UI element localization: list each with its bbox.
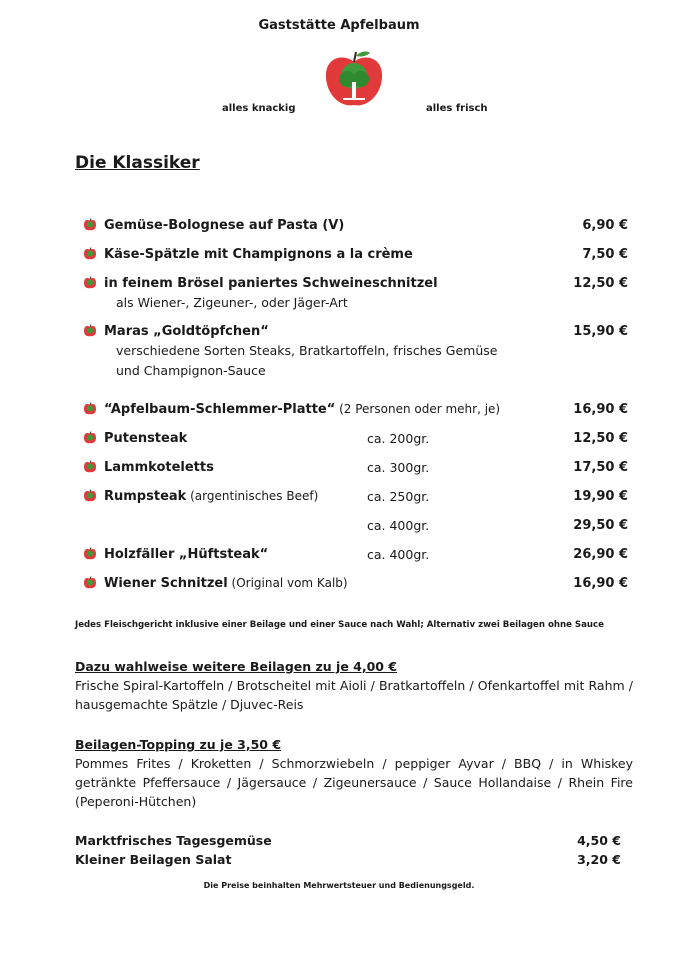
- item-name-text: Holzfäller „Hüftsteak“: [104, 547, 269, 562]
- item-price: 15,90 €: [573, 324, 628, 339]
- beilagen-text: Frische Spiral-Kartoffeln / Brotscheitel mit Aioli / Bratkartoffeln / Ofenkartoffel mit Rahm / hausgemachte Spätzle / Djuvec-Reis: [75, 678, 633, 712]
- apple-bullet-icon: [83, 218, 97, 232]
- item-name: [104, 487, 318, 506]
- extra-price: 3,20 €: [577, 852, 621, 867]
- item-name: [104, 216, 344, 235]
- apple-bullet-icon: [83, 431, 97, 445]
- item-name-text: Lammkoteletts: [104, 460, 214, 475]
- item-name-text: Gemüse-Bolognese auf Pasta (V): [104, 218, 345, 233]
- apple-bullet-icon: [83, 402, 97, 416]
- topping-heading: Beilagen-Topping zu je 3,50 €: [75, 737, 282, 752]
- item-name-text: Putensteak: [104, 431, 188, 446]
- item-name: [104, 274, 438, 293]
- apple-bullet-icon: [83, 247, 97, 261]
- item-name-text: Wiener Schnitzel: [104, 576, 228, 591]
- apple-tree-logo-icon: [323, 48, 385, 110]
- item-price: 7,50 €: [582, 247, 628, 262]
- item-price: 6,90 €: [582, 218, 628, 233]
- slogan-right: alles frisch: [426, 103, 488, 114]
- apple-bullet-icon: [83, 276, 97, 290]
- item-price: 17,50 €: [573, 460, 628, 475]
- item-name: [104, 545, 268, 564]
- item-name-text: Käse-Spätzle mit Champignons a la crème: [104, 247, 413, 262]
- item-description: als Wiener-, Zigeuner-, oder Jäger-Art: [116, 295, 348, 310]
- extra-row: [75, 850, 621, 869]
- apple-bullet-icon: [83, 324, 97, 338]
- item-subtitle: (Original vom Kalb): [227, 576, 348, 590]
- slogan-left: alles knackig: [222, 103, 296, 114]
- restaurant-name: Gaststätte Apfelbaum: [258, 18, 420, 33]
- item-price: 16,90 €: [573, 402, 628, 417]
- apple-bullet-icon: [83, 547, 97, 561]
- item-name-text: Rumpsteak: [104, 489, 187, 504]
- item-name: [104, 245, 413, 264]
- apple-bullet-icon: [83, 489, 97, 503]
- extra-row: [75, 831, 621, 850]
- extra-name: Kleiner Beilagen Salat: [75, 852, 232, 867]
- item-name: [104, 574, 348, 593]
- apple-bullet-icon: [83, 460, 97, 474]
- item-weight: ca. 400gr.: [367, 518, 430, 533]
- item-name: [104, 322, 269, 341]
- extras-list: [75, 831, 621, 869]
- item-name-text: in feinem Brösel paniertes Schweineschnitzel: [104, 276, 438, 291]
- topping-text: Pommes Frites / Kroketten / Schmorzwiebeln / peppiger Ayvar / BBQ / in Whiskey getränkte Pfeffersauce / Jägersauce / Zigeunersauce / Sauce Hollandaise / Rhein Fire (Peperoni-Hütchen): [75, 756, 633, 809]
- item-description: und Champignon-Sauce: [116, 363, 266, 378]
- extra-price: 4,50 €: [577, 833, 621, 848]
- item-weight: ca. 300gr.: [367, 460, 430, 475]
- item-name-text: Maras „Goldtöpfchen“: [104, 324, 269, 339]
- beilagen-heading: Dazu wahlweise weitere Beilagen zu je 4,00 €: [75, 659, 398, 674]
- apple-bullet-icon: [83, 576, 97, 590]
- extra-name: Marktfrisches Tagesgemüse: [75, 833, 272, 848]
- item-price: 16,90 €: [573, 576, 628, 591]
- item-price: 26,90 €: [573, 547, 628, 562]
- item-price: 19,90 €: [573, 489, 628, 504]
- item-weight: ca. 400gr.: [367, 547, 430, 562]
- item-weight: ca. 250gr.: [367, 489, 430, 504]
- item-name: [104, 458, 214, 477]
- topping-section: [75, 735, 633, 811]
- item-price: 12,50 €: [573, 431, 628, 446]
- side-dish-note: Jedes Fleischgericht inklusive einer Beilage und einer Sauce nach Wahl; Alternativ zwei Beilagen ohne Sauce: [75, 620, 604, 630]
- beilagen-section: [75, 657, 633, 714]
- item-subtitle: (2 Personen oder mehr, je): [335, 402, 501, 416]
- item-price: 29,50 €: [573, 518, 628, 533]
- item-name: [104, 400, 500, 419]
- price-footer-note: Die Preise beinhalten Mehrwertsteuer und Bedienungsgeld.: [203, 881, 475, 890]
- item-price: 12,50 €: [573, 276, 628, 291]
- item-weight: ca. 200gr.: [367, 431, 430, 446]
- section-title: Die Klassiker: [75, 153, 200, 173]
- item-name-text: “Apfelbaum-Schlemmer-Platte“: [104, 402, 336, 417]
- item-name: [104, 429, 187, 448]
- item-subtitle: (argentinisches Beef): [186, 489, 319, 503]
- item-description: verschiedene Sorten Steaks, Bratkartoffeln, frisches Gemüse: [116, 343, 498, 358]
